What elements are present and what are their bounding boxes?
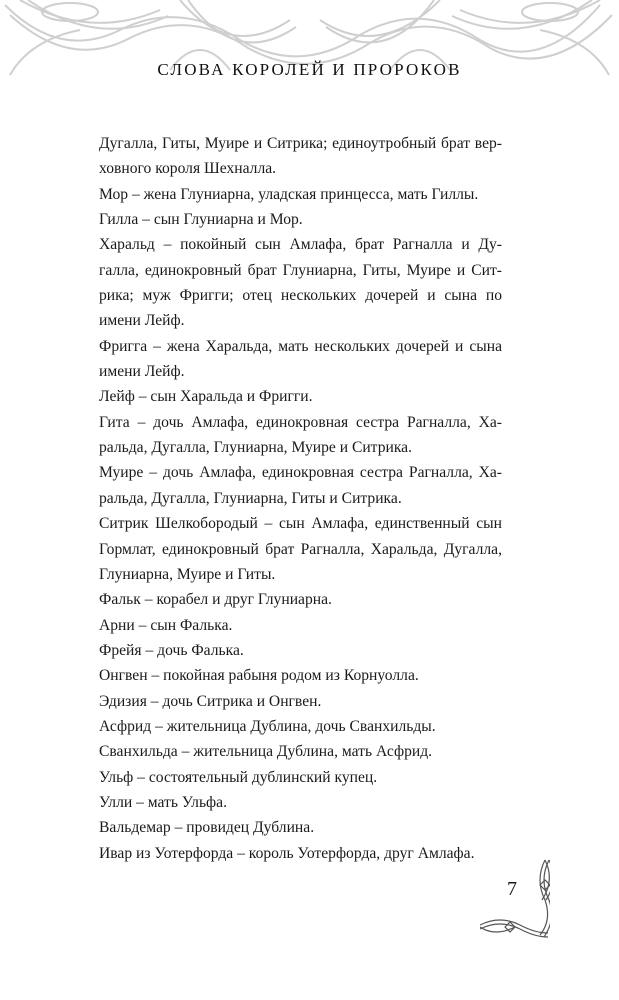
text-line: Харальд – покойный сын Амлафа, брат Рагналла и Ду- <box>99 236 502 254</box>
text-line: имени Лейф. <box>99 312 185 330</box>
text-line: Мор – жена Глуниарна, уладская принцесса, мать Гиллы. <box>99 185 479 203</box>
running-head-title: СЛОВА КОРОЛЕЙ И ПРОРОКОВ <box>157 60 462 79</box>
page-number: 7 <box>507 878 517 900</box>
text-line: Улли – мать Ульфа. <box>99 793 227 811</box>
text-line: Фригга – жена Харальда, мать нескольких дочерей и сына <box>99 337 502 355</box>
text-line: Онгвен – покойная рабыня родом из Корнуолла. <box>99 667 419 685</box>
text-line: галла, единокровный брат Глуниарна, Гиты, Муире и Сит- <box>99 261 502 279</box>
text-line: Вальдемар – провидец Дублина. <box>99 819 315 837</box>
text-line: Муире – дочь Амлафа, единокровная сестра Рагналла, Ха- <box>99 464 502 482</box>
text-line: Ивар из Уотерфорда – король Уотерфорда, друг Амлафа. <box>99 844 475 862</box>
text-line: ральда, Дугалла, Глуниарна, Муире и Ситрика. <box>99 439 412 457</box>
text-line: Арни – сын Фалька. <box>99 616 233 634</box>
text-line: Фрейя – дочь Фалька. <box>99 641 244 659</box>
text-line: Гилла – сын Глуниарна и Мор. <box>99 211 303 229</box>
text-line: ральда, Дугалла, Глуниарна, Гиты и Ситрика. <box>99 489 402 507</box>
text-line: Эдизия – дочь Ситрика и Онгвен. <box>99 692 322 710</box>
text-line: Лейф – сын Харальда и Фригги. <box>99 388 313 406</box>
text-line: Гормлат, единокровный брат Рагналла, Харальда, Дугалла, <box>99 540 502 558</box>
character-list-text <box>99 131 502 866</box>
text-line: Дугалла, Гиты, Муире и Ситрика; единоутробный брат вер- <box>99 135 502 152</box>
text-line: имени Лейф. <box>99 363 185 381</box>
text-line: рика; муж Фригги; отец нескольких дочерей и сына по <box>99 287 502 305</box>
text-line: Сванхильда – жительница Дублина, мать Асфрид. <box>99 743 433 761</box>
text-line: Фальк – корабел и друг Глуниарна. <box>99 591 332 609</box>
text-line: ховного короля Шехналла. <box>99 160 277 178</box>
text-line: Асфрид – жительница Дублина, дочь Сванхильды. <box>99 717 436 735</box>
text-line: Глуниарна, Муире и Гиты. <box>99 565 276 583</box>
text-line: Ситрик Шелкобородый – сын Амлафа, единственный сын <box>99 515 502 533</box>
text-line: Гита – дочь Амлафа, единокровная сестра Рагналла, Ха- <box>99 413 502 431</box>
text-line: Ульф – состоятельный дублинский купец. <box>99 768 378 786</box>
